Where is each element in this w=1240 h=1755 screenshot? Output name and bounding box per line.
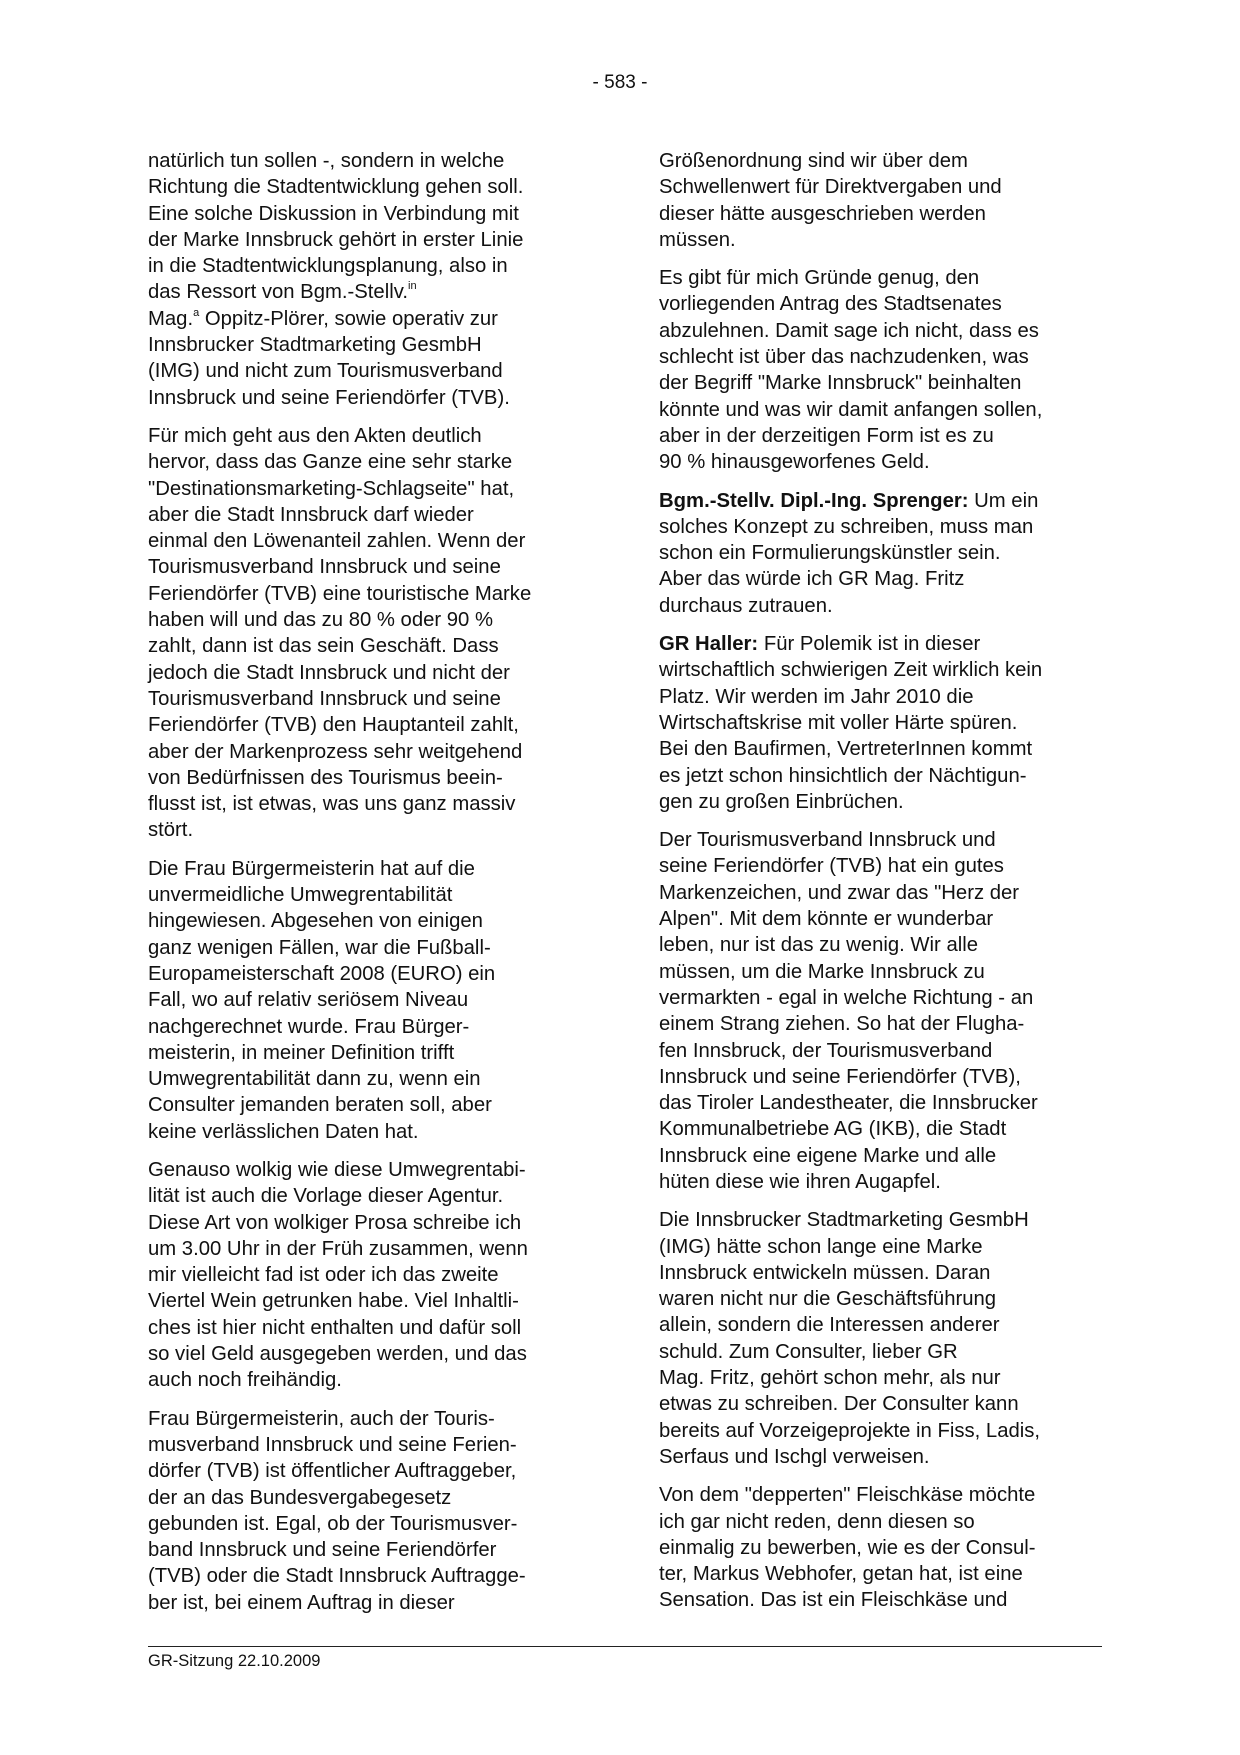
paragraph: Von dem "depperten" Fleischkäse möchte ich gar nicht reden, denn diesen so einmalig zu bewerben, wie es der Consul- ter, Markus Webhofer, getan hat, ist eine Sensation. Das ist ein Fleischkäse und: [659, 1484, 1036, 1612]
paragraph: Die Frau Bürgermeisterin hat auf die unvermeidliche Umwegrentabilität hingewiesen. Abgesehen von einigen ganz wenigen Fällen, war die Fußball- Europameisterschaft 2008 (EURO) ein Fall, wo auf relativ seriösem Niveau nachgerechnet wurde. Frau Bürger- meisterin, in meiner Definition trifft Umwegrentabilität dann zu, wenn ein Consulter jemanden beraten soll, aber keine verlässlichen Daten hat.: [148, 857, 496, 1143]
right-column: [659, 148, 1104, 1626]
paragraph: Frau Bürgermeisterin, auch der Touris- musverband Innsbruck und seine Ferien- dörfer (TVB) ist öffentlicher Auftraggeber, der an das Bundesvergabegesetz gebunden ist. Egal, ob der Tourismusver- band Innsbruck und seine Feriendörfer (TVB) oder die Stadt Innsbruck Auftragge- ber ist, bei einem Auftrag in dieser: [148, 1407, 526, 1614]
left-column: [148, 148, 586, 1628]
speaker-paragraph: [659, 488, 1104, 619]
paragraph-text: Um ein solches Konzept zu schreiben, muss man schon ein Formulierungskünstler sein. Aber das würde ich GR Mag. Fritz durchaus zutrauen.: [659, 489, 1039, 617]
paragraph: Genauso wolkig wie diese Umwegrentabi- lität ist auch die Vorlage dieser Agentur. Diese Art von wolkiger Prosa schreibe ich um 3.00 Uhr in der Früh zusammen, wenn mir vielleicht fad ist oder ich das zweite Viertel Wein getrunken habe. Viel Inhaltli- ches ist hier nicht enthalten und dafür soll so viel Geld ausgegeben werden, und das auch noch freihändig.: [148, 1158, 528, 1392]
speaker-name: Bgm.-Stellv. Dipl.-Ing. Sprenger:: [659, 489, 969, 512]
paragraph: [148, 148, 586, 411]
paragraph-text: Oppitz-Plörer, sowie operativ zur Innsbrucker Stadtmarketing GesmbH (IMG) und nicht zum Tourismusverband Innsbruck und seine Feriendörfer (TVB).: [148, 307, 510, 409]
paragraph-text: Mag.: [148, 307, 194, 330]
footer-divider: [148, 1646, 1102, 1647]
speaker-paragraph: [659, 631, 1104, 815]
speaker-name: GR Haller:: [659, 633, 759, 656]
paragraph: Größenordnung sind wir über dem Schwellenwert für Direktvergaben und dieser hätte ausgeschrieben werden müssen.: [659, 150, 1002, 251]
paragraph: Für mich geht aus den Akten deutlich hervor, dass das Ganze eine sehr starke "Destinationsmarketing-Schlagseite" hat, aber die Stadt Innsbruck darf wieder einmal den Löwenanteil zahlen. Wenn der Tourismusverband Innsbruck und seine Feriendörfer (TVB) eine touristische Marke haben will und das zu 80 % oder 90 % zahlt, dann ist das sein Geschäft. Dass jedoch die Stadt Innsbruck und nicht der Tourismusverband Innsbruck und seine Feriendörfer (TVB) den Hauptanteil zahlt, aber der Markenprozess sehr weitgehend von Bedürfnissen des Tourismus beein- flusst ist, ist etwas, was uns ganz massiv stört.: [148, 424, 532, 842]
paragraph: Der Tourismusverband Innsbruck und seine Feriendörfer (TVB) hat ein gutes Markenzeichen, und zwar das "Herz der Alpen". Mit dem könnte er wunderbar leben, nur ist das zu wenig. Wir alle müssen, um die Marke Innsbruck zu vermarkten - egal in welche Richtung - an einem Strang ziehen. So hat der Flugha- fen Innsbruck, der Tourismusverband Innsbruck und seine Feriendörfer (TVB), das Tiroler Landestheater, die Innsbrucker Kommunalbetriebe AG (IKB), die Stadt Innsbruck eine eigene Marke und alle hüten diese wie ihren Augapfel.: [659, 829, 1038, 1193]
superscript: a: [193, 306, 200, 319]
paragraph-text: natürlich tun sollen -, sondern in welche Richtung die Stadtentwicklung gehen soll. Eine solche Diskussion in Verbindung mit der Marke Innsbruck gehört in erster Linie in die Stadtentwicklungsplanung, also in das Ressort von Bgm.-Stellv.: [148, 150, 524, 304]
paragraph: Die Innsbrucker Stadtmarketing GesmbH (IMG) hätte schon lange eine Marke Innsbruck entwickeln müssen. Daran waren nicht nur die Geschäftsführung allein, sondern die Interessen anderer schuld. Zum Consulter, lieber GR Mag. Fritz, gehört schon mehr, als nur etwas zu schreiben. Der Consulter kann bereits auf Vorzeigeprojekte in Fiss, Ladis, Serfaus und Ischgl verweisen.: [659, 1209, 1041, 1468]
paragraph-text: Für Polemik ist in dieser wirtschaftlich schwierigen Zeit wirklich kein Platz. Wir werden im Jahr 2010 die Wirtschaftskrise mit voller Härte spüren. Bei den Baufirmen, VertreterInnen kommt es jetzt schon hinsichtlich der Nächtigun- gen zu großen Einbrüchen.: [659, 633, 1043, 813]
page-number: - 583 -: [592, 72, 648, 93]
footer-session-date: GR-Sitzung 22.10.2009: [148, 1652, 321, 1670]
paragraph: Es gibt für mich Gründe genug, den vorliegenden Antrag des Stadtsenates abzulehnen. Damit sage ich nicht, dass es schlecht ist über das nachzudenken, was der Begriff "Marke Innsbruck" beinhalten könnte und was wir damit anfangen sollen, aber in der derzeitigen Form ist es zu 90 % hinausgeworfenes Geld.: [659, 267, 1043, 474]
superscript: in: [408, 280, 417, 293]
